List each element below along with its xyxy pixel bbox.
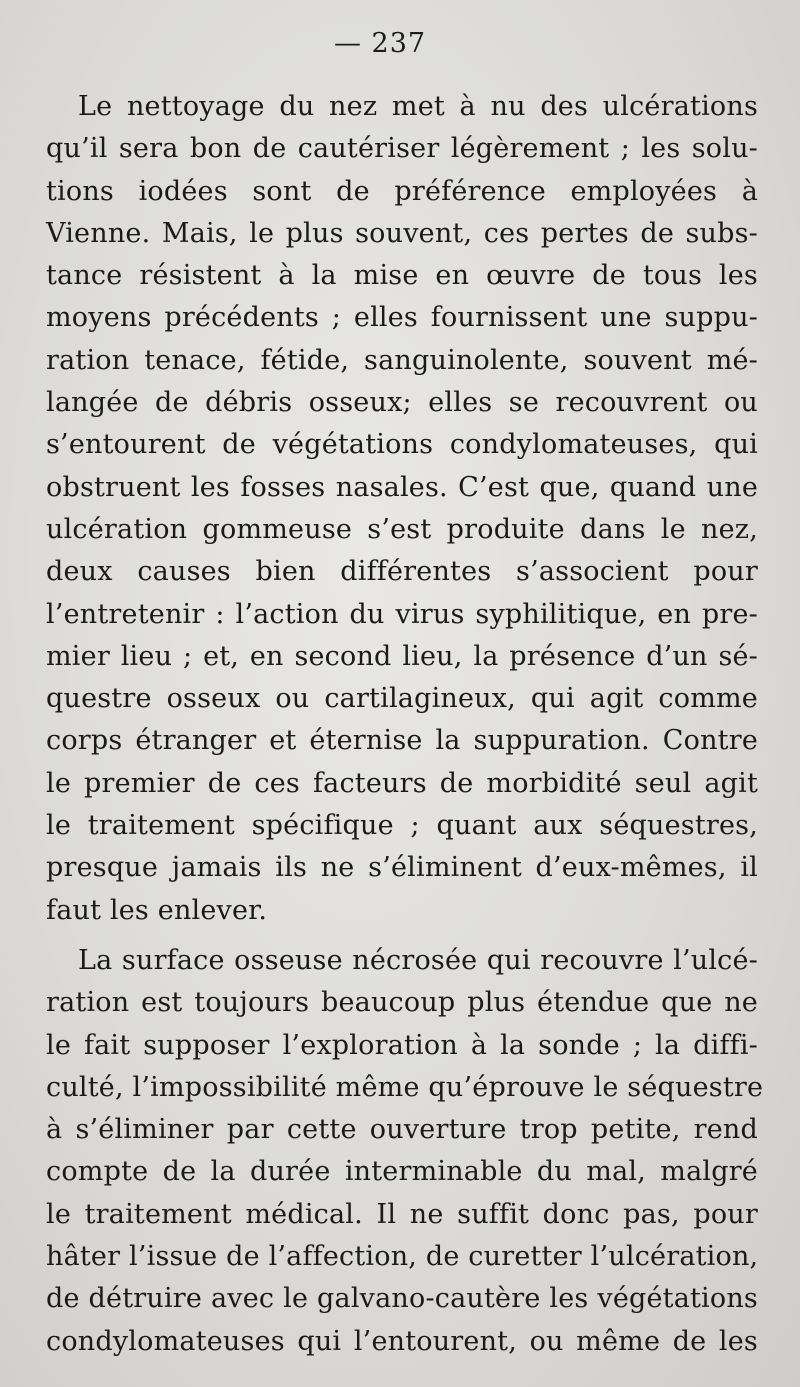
text-line: s’entourent de végétations condylomateuses, qui <box>46 429 758 461</box>
text-line: moyens précédents ; elles fournissent une suppu- <box>46 302 758 334</box>
text-line: langée de débris osseux; elles se recouvrent ou <box>46 387 758 419</box>
text-line: tance résistent à la mise en œuvre de tous les <box>46 260 758 292</box>
text-line: Le nettoyage du nez met à nu des ulcérations <box>78 91 758 122</box>
text-line: à s’éliminer par cette ouverture trop petite, rend <box>46 1114 758 1146</box>
text-line: le traitement médical. Il ne suffit donc pas, pour <box>46 1198 758 1230</box>
text-line: questre osseux ou cartilagineux, qui agit comme <box>46 683 758 715</box>
text-line: obstruent les fosses nasales. C’est que, quand une <box>46 471 758 503</box>
paragraph <box>46 86 758 932</box>
text-line: mier lieu ; et, en second lieu, la présence d’un sé- <box>46 640 758 672</box>
text-line: ulcération gommeuse s’est produite dans le nez, <box>46 513 758 545</box>
text-line: deux causes bien différentes s’associent pour <box>46 556 758 588</box>
text-line: faut les enlever. <box>46 894 268 926</box>
text-line: condylomateuses qui l’entourent, ou même de les <box>46 1325 758 1357</box>
text-line: hâter l’issue de l’affection, de curetter l’ulcération, <box>46 1241 759 1273</box>
body-text <box>46 86 764 1363</box>
paragraph <box>46 940 764 1363</box>
text-line: ration est toujours beaucoup plus étendue que ne <box>46 987 758 1019</box>
text-line: presque jamais ils ne s’éliminent d’eux-mêmes, il <box>46 852 758 884</box>
text-line: qu’il sera bon de cautériser légèrement ; les solu- <box>46 133 758 165</box>
text-line: ration tenace, fétide, sanguinolente, souvent mé- <box>46 344 758 376</box>
text-line: le fait supposer l’exploration à la sonde ; la diffi- <box>46 1029 758 1061</box>
text-line: La surface osseuse nécrosée qui recouvre l’ulcé- <box>78 944 758 976</box>
text-line: tions iodées sont de préférence employées à <box>46 175 758 207</box>
text-line: l’entretenir : l’action du virus syphilitique, en pre- <box>46 598 758 630</box>
text-line: le traitement spécifique ; quant aux séquestres, <box>46 810 758 842</box>
text-line: de détruire avec le galvano-cautère les végétations <box>46 1283 758 1315</box>
paragraph-gap <box>46 932 758 940</box>
text-line: culté, l’impossibilité même qu’éprouve le séquestre <box>46 1071 764 1103</box>
text-line: le premier de ces facteurs de morbidité seul agit <box>46 767 758 799</box>
text-line: corps étranger et éternise la suppuration. Contre <box>46 725 758 757</box>
text-line: Vienne. Mais, le plus souvent, ces pertes de subs- <box>46 217 758 249</box>
page-number: — 237 <box>333 28 427 59</box>
text-line: compte de la durée interminable du mal, malgré <box>46 1156 758 1188</box>
